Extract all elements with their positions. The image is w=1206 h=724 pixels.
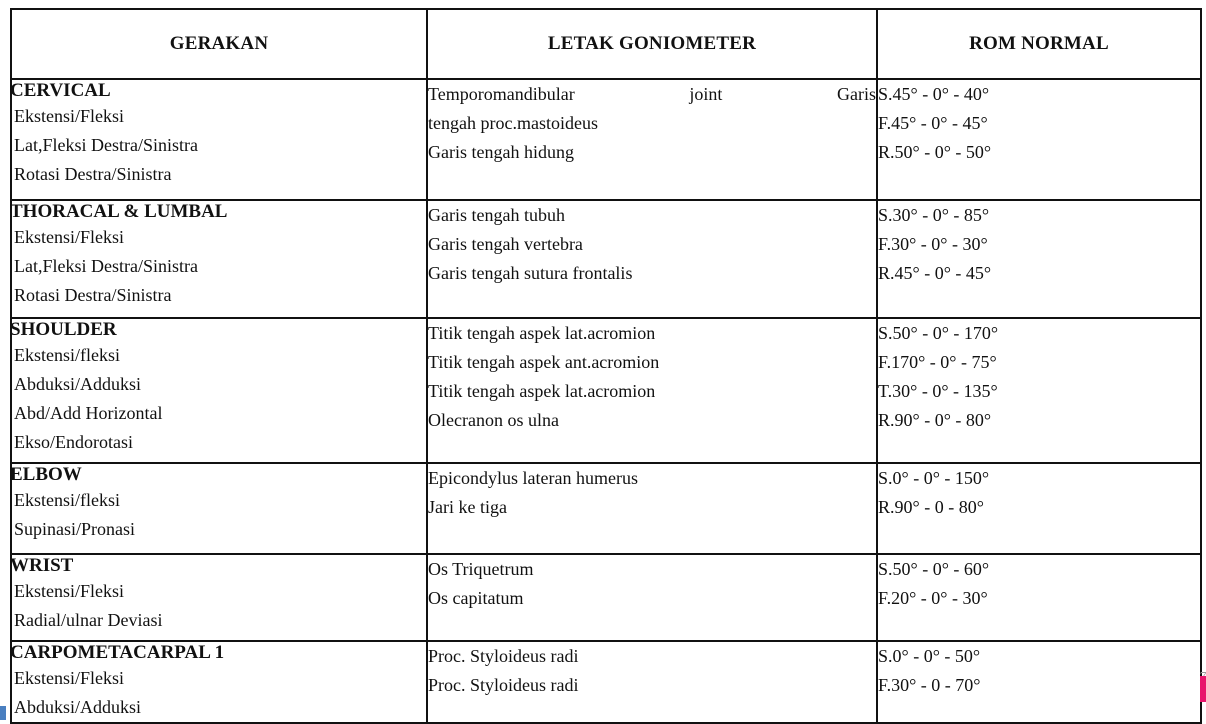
section-title: THORACAL & LUMBAL xyxy=(10,201,228,222)
goniometer-item: Proc. Styloideus radi xyxy=(428,675,579,695)
rom-cell xyxy=(877,79,1201,200)
goniometer-item: Proc. Styloideus radi xyxy=(428,646,579,666)
section-row xyxy=(11,200,1201,318)
rom-item: R.90° - 0 - 80° xyxy=(878,497,984,517)
section-row xyxy=(11,318,1201,463)
rom-item: S.0° - 0° - 50° xyxy=(878,646,981,666)
movement-item: Rotasi Destra/Sinistra xyxy=(14,285,172,305)
goniometer-cell xyxy=(427,200,877,318)
section-row xyxy=(11,641,1201,723)
movement-item: Lat,Fleksi Destra/Sinistra xyxy=(14,256,198,276)
rom-cell xyxy=(877,318,1201,463)
rom-item: F.45° - 0° - 45° xyxy=(878,113,988,133)
goniometer-item: Garis tengah vertebra xyxy=(428,234,583,254)
rom-item: S.50° - 0° - 170° xyxy=(878,323,999,343)
rom-item: S.50° - 0° - 60° xyxy=(878,559,990,579)
rom-cell xyxy=(877,554,1201,641)
goniometer-cell xyxy=(427,554,877,641)
rom-table xyxy=(10,8,1202,724)
header-gerakan: GERAKAN xyxy=(11,9,427,79)
goniometer-item: Garis tengah tubuh xyxy=(428,205,565,225)
movement-item: Radial/ulnar Deviasi xyxy=(14,610,163,630)
rom-item: T.30° - 0° - 135° xyxy=(878,381,998,401)
rom-item: S.0° - 0° - 150° xyxy=(878,468,990,488)
goniometer-item: Os capitatum xyxy=(428,588,524,608)
rom-item: S.30° - 0° - 85° xyxy=(878,205,990,225)
movement-item: Supinasi/Pronasi xyxy=(14,519,136,539)
section-row xyxy=(11,554,1201,641)
header-letak-goniometer: LETAK GONIOMETER xyxy=(427,9,877,79)
movement-item: Ekstensi/fleksi xyxy=(14,490,120,510)
gerakan-cell xyxy=(11,463,427,554)
gerakan-cell xyxy=(11,79,427,200)
goniometer-item: Garis tengah sutura frontalis xyxy=(428,263,633,283)
goniometer-cell xyxy=(427,79,877,200)
goniometer-item: Os Triquetrum xyxy=(428,559,534,579)
goniometer-item: Olecranon os ulna xyxy=(428,410,559,430)
movement-item: Ekstensi/fleksi xyxy=(14,345,120,365)
rom-item: S.45° - 0° - 40° xyxy=(878,84,990,104)
section-title: CARPOMETACARPAL 1 xyxy=(10,642,225,663)
movement-item: Abduksi/Adduksi xyxy=(14,374,142,394)
section-title: ELBOW xyxy=(10,464,82,485)
rom-item: R.90° - 0° - 80° xyxy=(878,410,992,430)
goniometer-cell xyxy=(427,463,877,554)
goniometer-item: Temporomandibular joint Garis xyxy=(428,84,876,104)
gerakan-cell xyxy=(11,554,427,641)
header-row xyxy=(11,9,1201,79)
movement-item: Ekstensi/Fleksi xyxy=(14,106,125,126)
goniometer-item: Garis tengah hidung xyxy=(428,142,574,162)
goniometer-cell xyxy=(427,641,877,723)
movement-item: Lat,Fleksi Destra/Sinistra xyxy=(14,135,198,155)
slide-accent-pink xyxy=(1200,676,1206,702)
movement-item: Ekso/Endorotasi xyxy=(14,432,133,452)
rom-cell xyxy=(877,200,1201,318)
header-rom-normal: ROM NORMAL xyxy=(877,9,1201,79)
rom-cell xyxy=(877,641,1201,723)
goniometer-item: Titik tengah aspek lat.acromion xyxy=(428,381,656,401)
rom-item: F.30° - 0 - 70° xyxy=(878,675,981,695)
movement-item: Abduksi/Adduksi xyxy=(14,697,142,717)
movement-item: Ekstensi/Fleksi xyxy=(14,668,125,688)
table-body xyxy=(11,79,1201,723)
goniometer-item: Titik tengah aspek ant.acromion xyxy=(428,352,660,372)
section-row xyxy=(11,463,1201,554)
movement-item: Ekstensi/Fleksi xyxy=(14,581,125,601)
rom-item: F.20° - 0° - 30° xyxy=(878,588,988,608)
rom-item: R.45° - 0° - 45° xyxy=(878,263,992,283)
goniometer-cell xyxy=(427,318,877,463)
goniometer-item: Epicondylus lateran humerus xyxy=(428,468,638,488)
goniometer-item: Jari ke tiga xyxy=(428,497,507,517)
rom-cell xyxy=(877,463,1201,554)
movement-item: Rotasi Destra/Sinistra xyxy=(14,164,172,184)
section-title: CERVICAL xyxy=(10,80,111,101)
movement-item: Ekstensi/Fleksi xyxy=(14,227,125,247)
section-title: SHOULDER xyxy=(10,319,117,340)
gerakan-cell xyxy=(11,641,427,723)
movement-item: Abd/Add Horizontal xyxy=(14,403,163,423)
goniometer-item: Titik tengah aspek lat.acromion xyxy=(428,323,656,343)
rom-item: F.170° - 0° - 75° xyxy=(878,352,997,372)
gerakan-cell xyxy=(11,200,427,318)
rom-item: F.30° - 0° - 30° xyxy=(878,234,988,254)
rom-item: R.50° - 0° - 50° xyxy=(878,142,992,162)
slide-accent-blue xyxy=(0,706,6,720)
section-title: WRIST xyxy=(10,555,74,576)
section-row xyxy=(11,79,1201,200)
goniometer-item: tengah proc.mastoideus xyxy=(428,113,598,133)
gerakan-cell xyxy=(11,318,427,463)
